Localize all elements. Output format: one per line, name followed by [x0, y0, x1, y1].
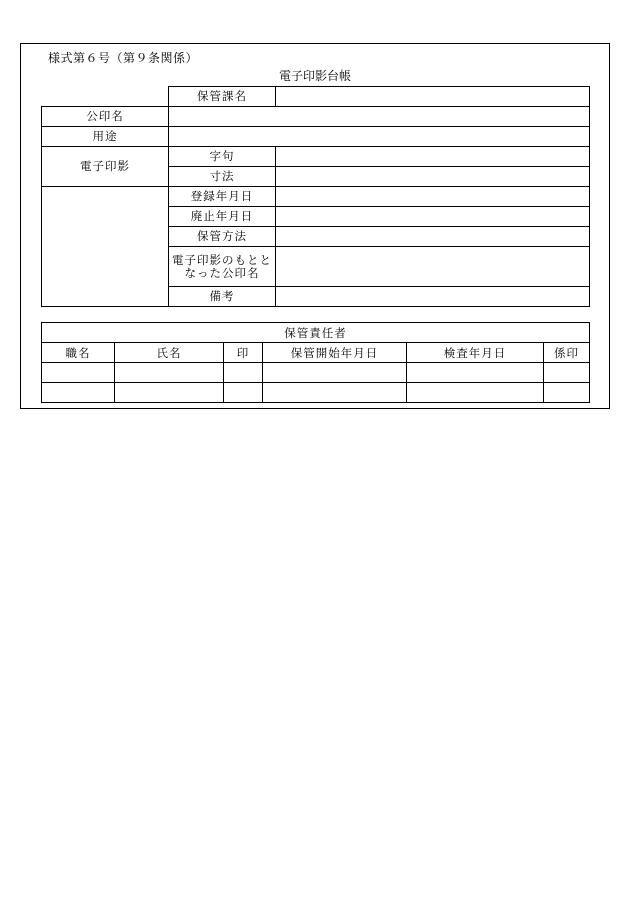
original-seal-label-line1: 電子印影のもとと [172, 252, 272, 267]
table-cell[interactable] [263, 363, 407, 383]
wording-label: 字句 [169, 147, 276, 167]
table-row [42, 87, 590, 107]
purpose-value[interactable] [169, 127, 590, 147]
seal-ledger-table [41, 86, 590, 307]
size-label: 寸法 [169, 167, 276, 187]
table-row [42, 107, 590, 127]
registration-date-value[interactable] [276, 187, 590, 207]
abolition-date-value[interactable] [276, 207, 590, 227]
custodian-heading: 保管責任者 [42, 323, 590, 343]
table-cell[interactable] [407, 363, 544, 383]
electronic-seal-label: 電子印影 [42, 147, 169, 187]
table-cell[interactable] [42, 383, 115, 403]
column-header-name: 氏名 [115, 343, 224, 363]
table-row [42, 147, 590, 167]
table-cell[interactable] [224, 383, 263, 403]
seal-name-label: 公印名 [42, 107, 169, 127]
table-row [42, 323, 590, 343]
seal-image-area[interactable] [42, 187, 169, 307]
custodian-dept-label: 保管課名 [169, 87, 276, 107]
remarks-label: 備考 [169, 287, 276, 307]
table-cell[interactable] [544, 363, 590, 383]
custodian-dept-value[interactable] [276, 87, 590, 107]
table-row [42, 127, 590, 147]
table-cell[interactable] [407, 383, 544, 403]
seal-name-value[interactable] [169, 107, 590, 127]
table-cell[interactable] [263, 383, 407, 403]
purpose-label: 用途 [42, 127, 169, 147]
form-frame [20, 43, 610, 409]
wording-value[interactable] [276, 147, 590, 167]
registration-date-label: 登録年月日 [169, 187, 276, 207]
original-seal-label [169, 247, 276, 287]
column-header-start-date: 保管開始年月日 [263, 343, 407, 363]
table-header-row [42, 343, 590, 363]
table-cell[interactable] [115, 383, 224, 403]
storage-method-value[interactable] [276, 227, 590, 247]
table-row [42, 363, 590, 383]
column-header-clerk-seal: 係印 [544, 343, 590, 363]
storage-method-label: 保管方法 [169, 227, 276, 247]
ledger-title: 電子印影台帳 [278, 69, 351, 83]
empty-corner [42, 87, 169, 107]
table-cell[interactable] [544, 383, 590, 403]
custodian-table [41, 322, 590, 403]
column-header-title: 職名 [42, 343, 115, 363]
original-seal-value[interactable] [276, 247, 590, 287]
form-number-label: 様式第６号（第９条関係） [48, 51, 199, 65]
column-header-seal: 印 [224, 343, 263, 363]
remarks-value[interactable] [276, 287, 590, 307]
size-value[interactable] [276, 167, 590, 187]
table-cell[interactable] [115, 363, 224, 383]
original-seal-label-line2: なった公印名 [184, 265, 260, 280]
table-row [42, 383, 590, 403]
column-header-inspection-date: 検査年月日 [407, 343, 544, 363]
table-row [42, 187, 590, 207]
abolition-date-label: 廃止年月日 [169, 207, 276, 227]
table-cell[interactable] [42, 363, 115, 383]
table-cell[interactable] [224, 363, 263, 383]
